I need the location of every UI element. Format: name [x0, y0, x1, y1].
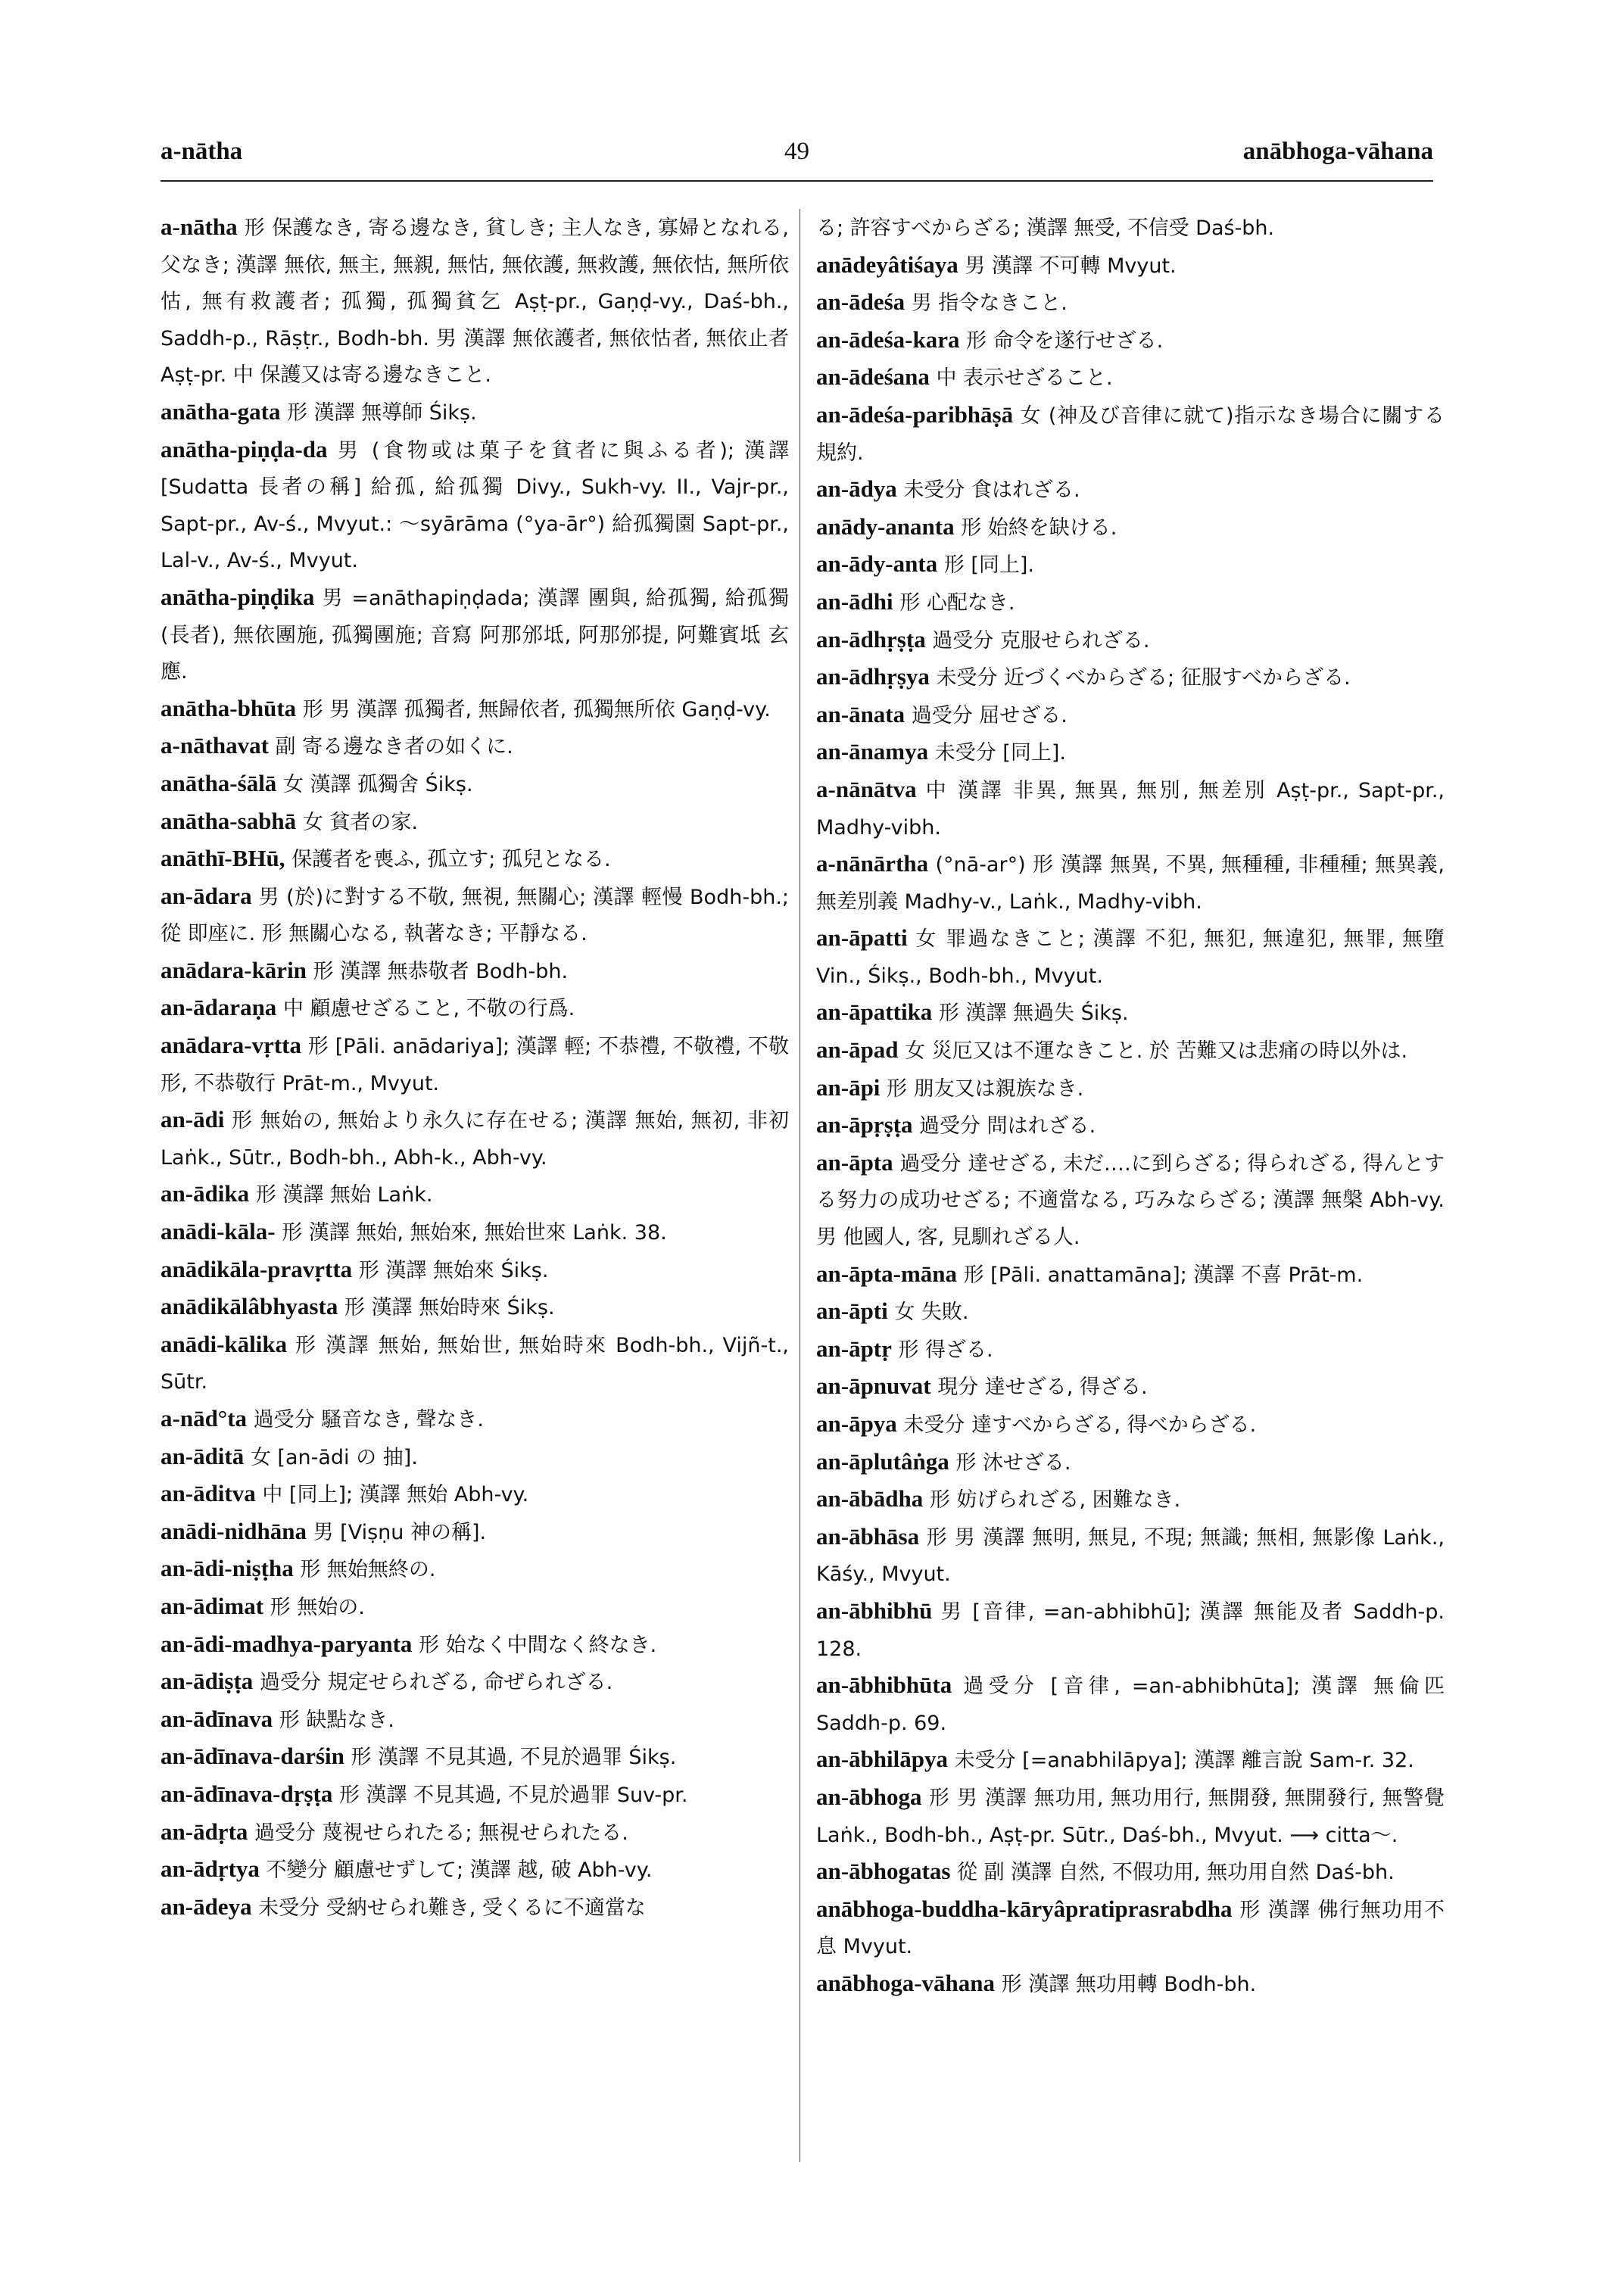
dictionary-entry [816, 771, 1445, 846]
dictionary-entry [816, 1145, 1445, 1256]
headword: an-āditā [161, 1442, 245, 1469]
definition: 未受分 食はれざる. [896, 478, 1080, 503]
left-column [161, 209, 789, 1926]
dictionary-entry [816, 359, 1445, 397]
headword: an-ādi-madhya-paryanta [161, 1630, 413, 1657]
headword: an-ādika [161, 1180, 250, 1207]
dictionary-entry [816, 397, 1445, 471]
headword: anādy-ananta [816, 512, 955, 540]
headword: an-ābhibhū [816, 1597, 933, 1624]
dictionary-entry [816, 1779, 1445, 1853]
headword: an-āplutâṅga [816, 1447, 949, 1475]
dictionary-entry [161, 209, 789, 394]
headword: an-ānata [816, 700, 906, 727]
dictionary-entry [161, 1588, 789, 1626]
dictionary-entry [816, 322, 1445, 360]
dictionary-entry [161, 727, 789, 765]
headword: an-āpi [816, 1073, 881, 1101]
dictionary-entry [816, 1070, 1445, 1108]
right-column [816, 209, 1445, 2003]
dictionary-entry [161, 1213, 789, 1251]
headword: anādi-nidhāna [161, 1517, 307, 1544]
definition: 形 朋友又は親族なき. [880, 1076, 1084, 1101]
headword: an-āpta [816, 1148, 893, 1176]
definition: 不變分 顧慮せずして; 漢譯 越, 破 Abh-vy. [259, 1858, 653, 1883]
definition: 形 無始の. [263, 1595, 365, 1619]
headword: anāthī-BHū, [161, 845, 285, 872]
dictionary-entry [161, 989, 789, 1027]
headword: an-ābhogatas [816, 1858, 951, 1885]
headword: an-ānamya [816, 738, 929, 765]
dictionary-entry [161, 1701, 789, 1739]
definition: 形 漢譯 不見其過, 不見於過罪 Śikṣ. [344, 1746, 677, 1770]
dictionary-entry [816, 734, 1445, 771]
definition: 形 漢譯 無始, 無始來, 無始世來 Laṅk. 38. [275, 1221, 667, 1245]
dictionary-entry [161, 1176, 789, 1213]
definition: 女 漢譯 孤獨舍 Śikṣ. [276, 772, 473, 796]
headword: anādi-kālika [161, 1330, 288, 1357]
headword: anādi-kāla- [161, 1218, 276, 1245]
definition: 未受分 [=anabhilāpya]; 漢譯 離言說 Sam-r. 32. [948, 1749, 1414, 1773]
definition: 形 沐せざる. [949, 1450, 1071, 1475]
headword: an-āpnuvat [816, 1372, 931, 1400]
definition: 中 [同上]; 漢譯 無始 Abh-vy. [255, 1483, 529, 1507]
headword: an-āditva [161, 1480, 256, 1507]
dictionary-entry [816, 1853, 1445, 1891]
definition: 男 指令なきこと. [905, 291, 1068, 316]
definition: 形 [同上]. [937, 553, 1035, 578]
dictionary-entry [816, 1107, 1445, 1145]
dictionary-entry [161, 840, 789, 878]
definition: 形 漢譯 不見其過, 不見於過罪 Suv-pr. [332, 1783, 688, 1807]
dictionary-entry [816, 284, 1445, 322]
definition: (°nā-ar°) 形 漢譯 無異, 不異, 無種種, 非種種; 無異義, 無差別義 Madhy-v., Laṅk., Madhy-vibh. [816, 853, 1445, 914]
definition: 形 始終を缺ける. [954, 516, 1117, 540]
dictionary-entry [161, 579, 789, 690]
dictionary-entry [816, 1293, 1445, 1331]
definition: 女 [an-ādi の 抽]. [244, 1445, 418, 1469]
headword: an-ādīnava [161, 1705, 273, 1732]
headword: a-nānātva [816, 775, 917, 802]
definition: 形 保護なき, 寄る邊なき, 貧しき; 主人なき, 寡婦となれる, 父なき; 漢譯 無依, 無主, 無親, 無怙, 無依護, 無救護, 無依怙, 無所依怙, 無有救護者; 孤獨, 孤獨貧乞 Aṣṭ-pr., Gaṇḍ-vy., Daś-bh., Saddh-p., Rāṣṭr., Bodh-bh. 男 漢譯 無依護者, 無依怙者, 無依止者 Aṣṭ-pr. 中 保護又は寄る邊なきこと. [161, 217, 789, 388]
definition: 從 副 漢譯 自然, 不假功用, 無功用自然 Daś-bh. [950, 1861, 1395, 1885]
dictionary-entry [161, 1288, 789, 1326]
headword: an-ābādha [816, 1485, 924, 1513]
headword: an-ādi-niṣṭha [161, 1555, 294, 1582]
dictionary-entry [816, 622, 1445, 659]
headword: anātha-sabhā [161, 807, 297, 834]
definition: る; 許容すべからざる; 漢譯 無受, 不信受 Daś-bh. [816, 217, 1275, 240]
headword: an-ādhi [816, 587, 893, 615]
headword: an-ādṛtya [161, 1855, 260, 1883]
headword: an-āpya [816, 1410, 897, 1437]
headword: an-āpta-māna [816, 1260, 958, 1287]
dictionary-entry [161, 1889, 789, 1927]
headword: anādikālâbhyasta [161, 1293, 338, 1320]
dictionary-entry [816, 1032, 1445, 1070]
definition: 副 寄る邊なき者の如くに. [268, 735, 513, 759]
dictionary-entry [816, 471, 1445, 509]
definition: 形 無始の, 無始より永久に存在せる; 漢譯 無始, 無初, 非初 Laṅk., Sūtr., Bodh-bh., Abh-k., Abh-vy. [161, 1109, 789, 1170]
headword: an-ābhibhūta [816, 1671, 952, 1699]
definition: 男 (於)に對する不敬, 無視, 無關心; 漢譯 輕慢 Bodh-bh.; 從 即座に. 形 無關心なる, 執著なき; 平靜なる. [161, 885, 789, 946]
definition: 形 男 漢譯 無功用, 無功用行, 無開發, 無開發行, 無警覺 Laṅk., Bodh-bh., Aṣṭ-pr. Sūtr., Daś-bh., Mvyut. ⟶ citta〜. [816, 1786, 1445, 1847]
headword: anādeyâtiśaya [816, 251, 959, 278]
definition: 過受分 克服せられざる. [925, 628, 1150, 653]
dictionary-entry [816, 994, 1445, 1032]
definition: 形 [Pāli. anādariya]; 漢譯 輕; 不恭禮, 不敬禮, 不敬形, 不恭敬行 Prāt-m., Mvyut. [161, 1035, 789, 1095]
headword: an-ādy-anta [816, 550, 938, 578]
definition: 未受分 受納せられ難き, 受くるに不適當な [251, 1896, 646, 1920]
dictionary-entry [816, 659, 1445, 696]
dictionary-entry [161, 1400, 789, 1438]
dictionary-entry [816, 1444, 1445, 1481]
dictionary-entry [816, 1593, 1445, 1667]
dictionary-entry [161, 765, 789, 803]
definition: 過受分 規定せられざる, 命ぜられざる. [253, 1671, 613, 1695]
headword: an-ādhṛṣya [816, 663, 930, 690]
dictionary-entry [161, 1513, 789, 1551]
dictionary-entry [161, 690, 789, 728]
headword: a-nātha [161, 213, 238, 240]
headword: a-nād°ta [161, 1405, 248, 1432]
headword: an-āpad [816, 1036, 899, 1064]
definition: 過受分 問はれざる. [912, 1114, 1096, 1139]
headword: an-ādīnava-darśin [161, 1743, 344, 1770]
dictionary-entry [816, 1368, 1445, 1406]
dictionary-entry [816, 209, 1445, 247]
guide-word-left: a-nātha [161, 138, 243, 165]
dictionary-entry [816, 1519, 1445, 1593]
dictionary-entry [816, 696, 1445, 734]
dictionary-entry [816, 1256, 1445, 1294]
headword: an-ādi [161, 1106, 225, 1133]
running-head [161, 138, 1433, 174]
dictionary-entry [816, 1741, 1445, 1779]
dictionary-entry [161, 1251, 789, 1289]
definition: 形 心配なき. [893, 590, 1015, 615]
dictionary-entry [816, 920, 1445, 994]
headword: anātha-bhūta [161, 694, 297, 721]
dictionary-entry [161, 1550, 789, 1588]
dictionary-entry [161, 431, 789, 579]
definition: 女 貧者の家. [296, 810, 418, 834]
definition: 形 男 漢譯 無明, 無見, 不現; 無識; 無相, 無影像 Laṅk., Kāśy., Mvyut. [816, 1525, 1445, 1587]
headword: an-ādeśa-paribhāṣā [816, 400, 1014, 428]
headword: a-nānārtha [816, 850, 929, 877]
headword: anādara-kārin [161, 956, 307, 983]
headword: anātha-piṇḍa-da [161, 435, 328, 463]
definition: 過受分 達せざる, 未だ‥‥に到らざる; 得られざる, 得んとする努力の成功せざる; 不適當なる, 巧みならざる; 漢譯 無槃 Abh-vy. 男 他國人, 客, 見馴れざる人. [816, 1151, 1445, 1250]
dictionary-entry [816, 584, 1445, 622]
dictionary-entry [161, 1326, 789, 1400]
definition: 形 漢譯 無始, 無始世, 無始時來 Bodh-bh., Vijñ-t., Sūtr. [161, 1333, 789, 1394]
header-rule [161, 180, 1433, 182]
dictionary-entry [161, 1776, 789, 1814]
headword: anābhoga-buddha-kāryâpratiprasrabdha [816, 1895, 1233, 1922]
definition: 形 男 漢譯 孤獨者, 無歸依者, 孤獨無所依 Gaṇḍ-vy. [296, 697, 771, 721]
headword: an-ādiṣṭa [161, 1668, 254, 1695]
dictionary-entry [161, 1663, 789, 1701]
definition: 過受分 [音律, =an-abhibhūta]; 漢譯 無倫匹 Saddh-p. 69. [816, 1675, 1445, 1735]
definition: 未受分 近づくべからざる; 征服すべからざる. [929, 666, 1351, 690]
dictionary-entry [816, 846, 1445, 920]
definition: 形 漢譯 無始時來 Śikṣ. [338, 1296, 555, 1320]
definition: 形 始なく中間なく終なき. [412, 1633, 657, 1657]
dictionary-entry [161, 1475, 789, 1513]
definition: 中 顧慮せざること, 不敬の行爲. [276, 997, 575, 1021]
headword: an-ādeśa [816, 288, 906, 316]
dictionary-entry [161, 1438, 789, 1476]
dictionary-entry [816, 247, 1445, 285]
definition: 保護者を喪ふ, 孤立す; 孤兒となる. [285, 848, 611, 872]
definition: 過受分 騷音なき, 聲なき. [247, 1408, 484, 1432]
headword: an-ādeśana [816, 363, 930, 391]
definition: 未受分 [同上]. [928, 741, 1066, 765]
headword: anādara-vṛtta [161, 1032, 301, 1059]
headword: anābhoga-vāhana [816, 1969, 996, 1996]
definition: 形 漢譯 無恭敬者 Bodh-bh. [306, 959, 569, 983]
headword: anātha-śālā [161, 769, 277, 796]
definition: 形 得ざる. [891, 1338, 993, 1362]
dictionary-entry [161, 878, 789, 952]
definition: 中 漢譯 非異, 無異, 無別, 無差別 Aṣṭ-pr., Sapt-pr., Madhy-vibh. [816, 778, 1445, 840]
headword: an-ādeśa-kara [816, 326, 960, 353]
dictionary-entry [816, 1667, 1445, 1741]
definition: 形 漢譯 無始 Laṅk. [249, 1183, 433, 1207]
definition: 男 (食物或は菓子を貧者に與ふる者); 漢譯 [Sudatta 長者の稱] 給孤, 給孤獨 Divy., Sukh-vy. II., Vajr-pr., Sapt-pr., Av-ś., Mvyut.: 〜syārāma (°ya-ār°) 給孤獨園 Sapt-pr., Lal-v., Av-ś., Mvyut. [161, 438, 789, 573]
guide-word-right: anābhoga-vāhana [1242, 138, 1433, 165]
page-number: 49 [784, 138, 809, 165]
definition: 形 無始無終の. [293, 1558, 436, 1582]
headword: an-āpattika [816, 999, 933, 1026]
definition: 男 漢譯 不可轉 Mvyut. [958, 254, 1177, 278]
headword: an-ādhṛṣṭa [816, 625, 926, 653]
headword: an-āpṛṣṭa [816, 1111, 913, 1139]
definition: 形 缺點なき. [273, 1708, 394, 1732]
dictionary-entry [816, 1331, 1445, 1369]
definition: 形 命令を遂行せざる. [959, 329, 1164, 353]
headword: an-ādimat [161, 1592, 264, 1619]
definition: 中 表示せざること. [929, 366, 1113, 391]
definition: 形 漢譯 無功用轉 Bodh-bh. [995, 1972, 1257, 1996]
definition: 形 漢譯 無導師 Śikṣ. [280, 400, 477, 425]
dictionary-entry [161, 1851, 789, 1889]
dictionary-entry [161, 803, 789, 841]
headword: an-ādya [816, 475, 897, 503]
headword: an-ābhāsa [816, 1522, 920, 1550]
headword: an-ādaraṇa [161, 994, 277, 1021]
definition: 形 漢譯 無始來 Śikṣ. [352, 1258, 549, 1282]
headword: an-ādara [161, 882, 252, 909]
headword: an-ādṛta [161, 1818, 248, 1845]
headword: anātha-piṇḍika [161, 583, 315, 610]
definition: 女 (神及び音律に就て)指示なき場合に關する規約. [816, 403, 1445, 465]
definition: 形 漢譯 佛行無功用不息 Mvyut. [816, 1898, 1445, 1959]
definition: 現分 達せざる, 得ざる. [930, 1375, 1148, 1400]
dictionary-entry [161, 1626, 789, 1664]
definition: 過受分 蔑視せられたる; 無視せられたる. [248, 1821, 628, 1845]
definition: 男 [音律, =an-abhibhū]; 漢譯 無能及者 Saddh-p. 128. [816, 1600, 1445, 1661]
definition: 男 [Viṣṇu 神の稱]. [307, 1520, 487, 1544]
definition: 女 失敗. [887, 1301, 969, 1325]
headword: an-āpti [816, 1298, 888, 1325]
definition: 形 妨げられざる, 困難なき. [923, 1488, 1181, 1513]
headword: an-ādīnava-dṛṣṭa [161, 1780, 333, 1807]
dictionary-entry [161, 1027, 789, 1101]
headword: an-ādeya [161, 1893, 252, 1920]
headword: an-ābhoga [816, 1783, 922, 1810]
definition: 男 =anāthapiṇḍada; 漢譯 團與, 給孤獨, 給孤獨(長者), 無依團施, 孤獨團施; 音寫 阿那邠坻, 阿那邠提, 阿難賓坻 玄應. [161, 586, 789, 684]
dictionary-entry [816, 1891, 1445, 1965]
definition: 未受分 達すべからざる, 得べからざる. [896, 1413, 1257, 1437]
definition: 女 罪過なきこと; 漢譯 不犯, 無犯, 無違犯, 無罪, 無墮 Vin., Śikṣ., Bodh-bh., Mvyut. [816, 927, 1445, 988]
dictionary-entry [816, 509, 1445, 547]
dictionary-entry [161, 1738, 789, 1776]
definition: 過受分 屈せざる. [905, 703, 1068, 727]
dictionary-entry [816, 1965, 1445, 2003]
definition: 形 [Pāli. anattamāna]; 漢譯 不喜 Prāt-m. [957, 1263, 1364, 1287]
definition: 女 災厄又は不運なきこと. 於 苦難又は悲痛の時以外は. [898, 1039, 1408, 1064]
headword: an-āptṛ [816, 1335, 892, 1362]
headword: an-ābhilāpya [816, 1746, 949, 1773]
headword: anādikāla-pravṛtta [161, 1255, 353, 1282]
headword: a-nāthavat [161, 732, 269, 759]
dictionary-entry [816, 1406, 1445, 1444]
definition: 形 漢譯 無過失 Śikṣ. [932, 1002, 1129, 1026]
dictionary-entry [161, 1101, 789, 1176]
dictionary-entry [161, 952, 789, 990]
headword: anātha-gata [161, 397, 281, 425]
dictionary-entry [161, 394, 789, 431]
dictionary-entry [816, 1481, 1445, 1519]
dictionary-entry [816, 546, 1445, 584]
dictionary-entry [161, 1814, 789, 1852]
headword: an-āpatti [816, 924, 908, 952]
